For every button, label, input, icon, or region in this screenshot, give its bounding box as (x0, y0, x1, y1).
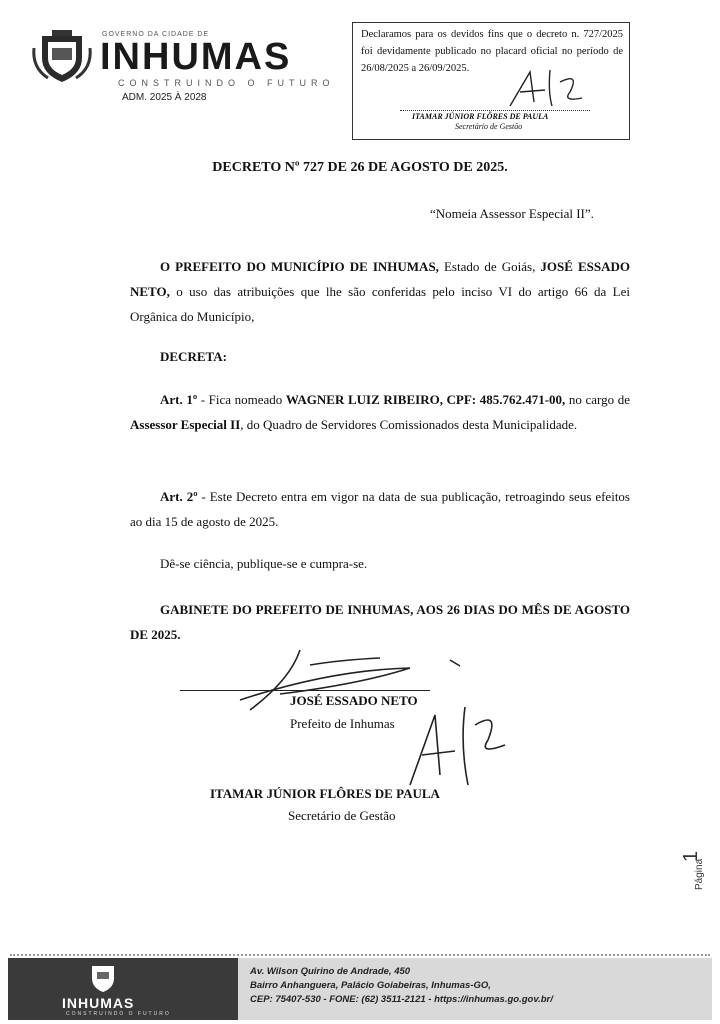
footer-contact: CEP: 75407-530 - FONE: (62) 3511-2121 - https://inhumas.go.gov.br/ (250, 994, 553, 1005)
footer-logo-text: INHUMAS (62, 995, 135, 1011)
page-label: Página (694, 858, 705, 890)
decree-gabinete: GABINETE DO PREFEITO DE INHUMAS, AOS 26 DIAS DO MÊS DE AGOSTO DE 2025. (130, 602, 630, 642)
logo-administration: ADM. 2025 À 2028 (122, 92, 207, 103)
footer-divider (10, 954, 710, 956)
secretary-name: ITAMAR JÚNIOR FLÔRES DE PAULA (210, 786, 440, 801)
decree-decreta: DECRETA: (160, 349, 227, 364)
logo-government-line: GOVERNO DA CIDADE DE (102, 31, 210, 38)
stamp-signature-line (400, 110, 590, 111)
logo-city-name: INHUMAS (100, 36, 292, 78)
page-number: 1 (680, 850, 702, 862)
decree-preamble: O PREFEITO DO MUNICÍPIO DE INHUMAS, Estado de Goiás, JOSÉ ESSADO NETO, o uso das atribuições que lhe são conferidas pelo inciso VI do artigo 66 da Lei Orgânica do Município, (130, 259, 630, 324)
article-1: Art. 1º - Fica nomeado WAGNER LUIZ RIBEIRO, CPF: 485.762.471-00, no cargo de Assessor Especial II, do Quadro de Servidores Comissionados desta Municipalidade. (130, 392, 630, 432)
article-2: Art. 2º - Este Decreto entra em vigor na data de sua publicação, retroagindo seus efeitos ao dia 15 de agosto de 2025. (130, 489, 630, 529)
stamp-declaration: Declaramos para os devidos fins que o decreto n. 727/2025 foi devidamente publicado no placard oficial no período de 26/08/2025 a 26/09/2025. (361, 29, 623, 74)
decree-closing: Dê-se ciência, publique-se e cumpra-se. (160, 556, 368, 571)
footer-address: Av. Wilson Quirino de Andrade, 450 (250, 966, 411, 977)
city-crest-icon (30, 28, 94, 84)
footer-logo-tagline: CONSTRUINDO O FUTURO (66, 1011, 171, 1017)
stamp-signer-role: Secretário de Gestão (455, 122, 523, 131)
decree-title: DECRETO Nº 727 DE 26 DE AGOSTO DE 2025. (212, 160, 508, 175)
mayor-signature-line (180, 690, 430, 691)
mayor-name: JOSÉ ESSADO NETO (290, 693, 418, 708)
stamp-signature (490, 62, 600, 112)
logo-tagline: CONSTRUINDO O FUTURO (118, 78, 335, 88)
mayor-role: Prefeito de Inhumas (290, 716, 395, 731)
footer-crest-icon (86, 962, 120, 994)
secretary-role: Secretário de Gestão (288, 808, 396, 823)
secretary-signature (380, 695, 510, 795)
footer-neighborhood: Bairro Anhanguera, Palácio Goiabeiras, Inhumas-GO, (250, 980, 491, 991)
stamp-signer-name: ITAMAR JÚNIOR FLÔRES DE PAULA (412, 112, 549, 121)
decree-subject: “Nomeia Assessor Especial II”. (430, 206, 594, 221)
